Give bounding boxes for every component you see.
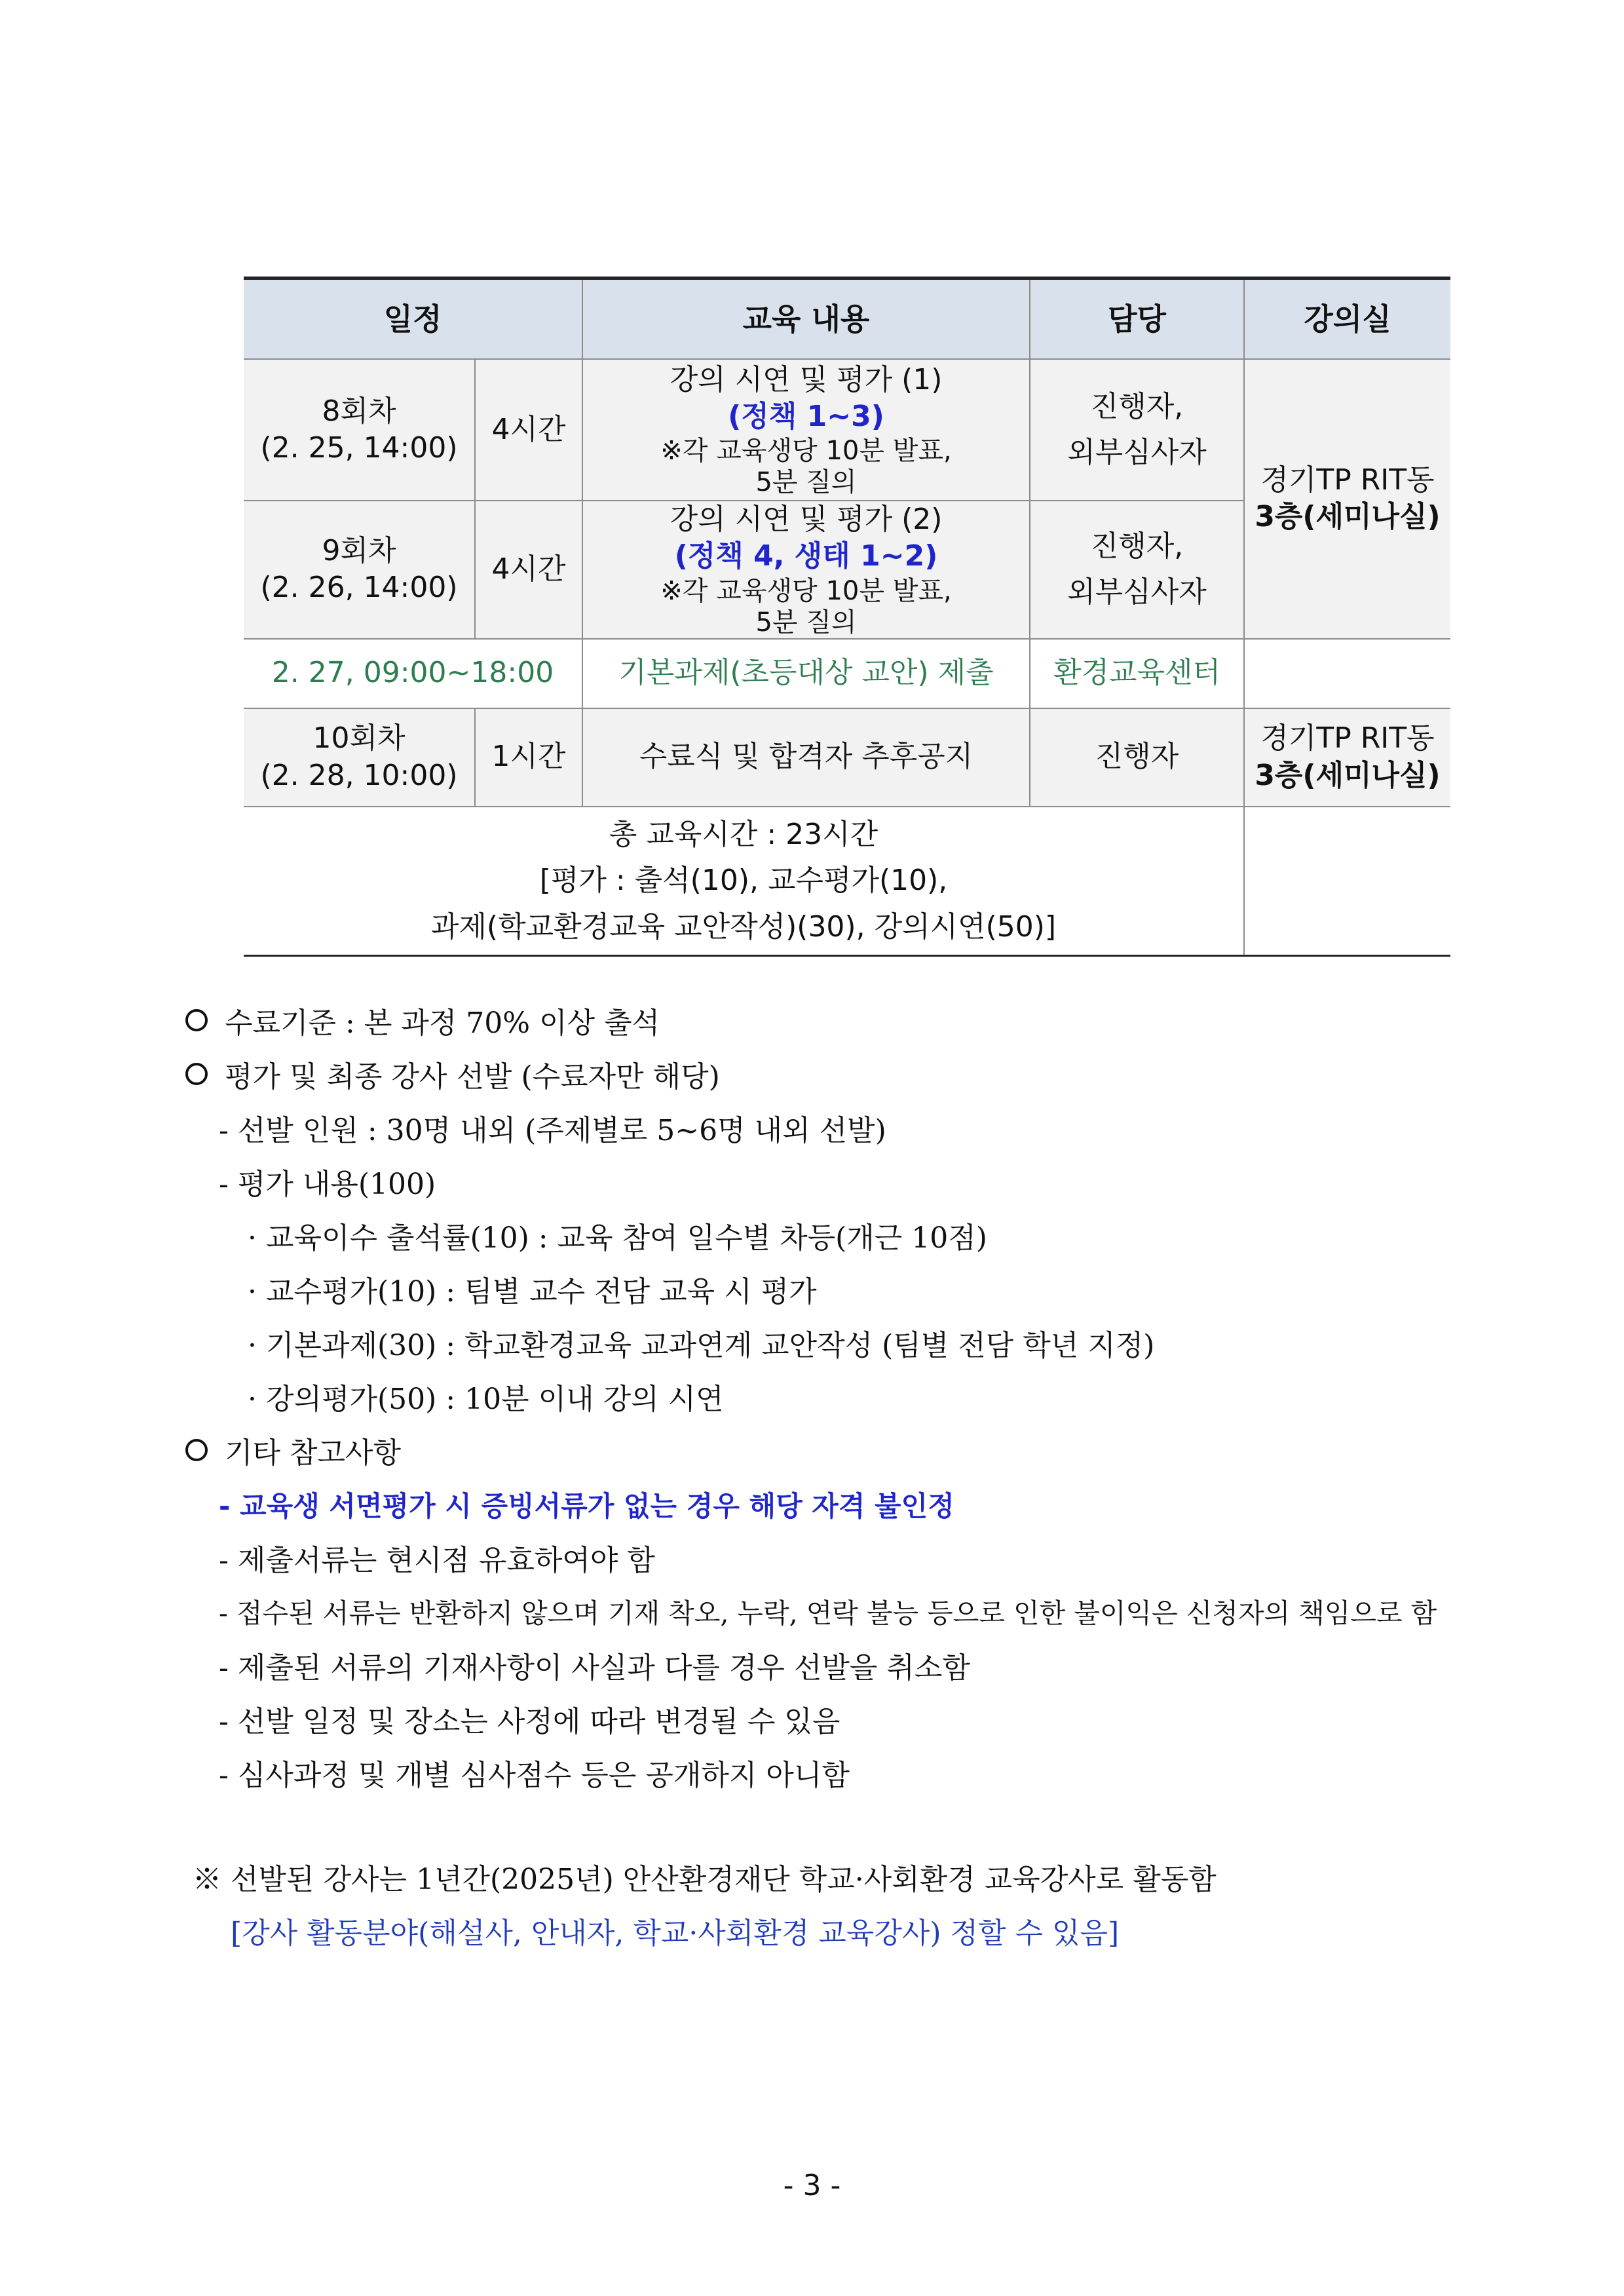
eval-item: · 교수평가(10) : 팀별 교수 전담 교육 시 평가 [248,1275,817,1309]
table-header-row [244,278,1450,360]
charge-line: 진행자, [1090,389,1184,423]
total-hours: 총 교육시간 : 23시간 [609,817,878,851]
other-item: - 심사과정 및 개별 심사점수 등은 공개하지 아니함 [219,1759,850,1792]
content-note: ※각 교육생당 10분 발표, [660,436,952,467]
header-content: 교육 내용 [582,278,1030,360]
session-number: 9회차 [322,534,396,567]
eval-item: · 강의평가(50) : 10분 이내 강의 시연 [248,1383,724,1416]
room-cell [1244,708,1450,807]
charge-cell: 진행자 [1030,708,1244,807]
table-row [244,807,1450,956]
hours-cell: 1시간 [475,708,582,807]
evaluation-title: 평가 및 최종 강사 선발 (수료자만 해당) [225,1060,720,1094]
other-item: - 접수된 서류는 반환하지 않으며 기재 착오, 누락, 연락 불능 등으로 인한 불이익은 신청자의 책임으로 함 [219,1598,1437,1629]
charge-line: 진행자, [1090,529,1184,563]
content-topic: (정책 4, 생태 1~2) [674,539,938,573]
room-name: 경기TP RIT동 [1260,463,1435,497]
other-heading [185,1436,402,1470]
task-content: 기본과제(초등대상 교안) 제출 [582,639,1030,708]
total-cell [244,807,1244,956]
charge-line-2: 외부심사자 [1067,575,1207,609]
table-row [244,639,1450,708]
task-room [1244,639,1450,708]
total-eval: [평가 : 출석(10), 교수평가(10), [539,864,948,898]
circle-bullet-icon [185,1439,208,1461]
total-eval-2: 과제(학교환경교육 교안작성)(30), 강의시연(50)] [430,909,1057,944]
task-datetime: 2. 27, 09:00~18:00 [244,639,582,708]
other-item: - 제출서류는 현시점 유효하여야 함 [219,1544,655,1577]
charge-cell [1030,359,1244,501]
content-note-2: 5분 질의 [755,607,857,638]
content-title: 강의 시연 및 평가 (2) [670,503,943,536]
selection-count: - 선발 인원 : 30명 내외 (주제별로 5~6명 내외 선발) [219,1114,886,1147]
selection-note: ※ 선발된 강사는 1년간(2025년) 안산환경재단 학교·사회환경 교육강사로 활동함 [193,1863,1217,1896]
content-note-2: 5분 질의 [755,467,857,498]
other-item: - 제출된 서류의 기재사항이 사실과 다를 경우 선발을 취소함 [219,1651,970,1685]
table-row [244,359,1450,501]
session-datetime: (2. 25, 14:00) [260,431,458,465]
header-charge: 담당 [1030,278,1244,360]
session-cell [244,708,475,807]
session-datetime: (2. 28, 10:00) [260,758,458,792]
charge-cell [1030,501,1244,639]
room-floor: 3층(세미나실) [1255,758,1441,792]
room-cell [1244,359,1450,639]
task-charge: 환경교육센터 [1030,639,1244,708]
content-cell: 수료식 및 합격자 추후공지 [582,708,1030,807]
table-row [244,708,1450,807]
completion-criteria [185,1006,660,1040]
session-number: 8회차 [322,394,396,428]
other-item-highlight: - 교육생 서면평가 시 증빙서류가 없는 경우 해당 자격 불인정 [219,1490,954,1522]
other-title: 기타 참고사항 [225,1436,402,1470]
evaluation-heading [185,1060,720,1094]
session-number: 10회차 [312,721,406,756]
charge-line-2: 외부심사자 [1067,436,1207,469]
other-item: - 선발 일정 및 장소는 사정에 따라 변경될 수 있음 [219,1705,840,1738]
completion-text: 수료기준 : 본 과정 70% 이상 출석 [225,1006,660,1040]
eval-item: · 교육이수 출석률(10) : 교육 참여 일수별 차등(개근 10점) [248,1221,987,1255]
session-cell [244,501,475,639]
total-empty-cell [1244,807,1450,956]
session-datetime: (2. 26, 14:00) [260,571,458,605]
content-topic: (정책 1~3) [728,400,884,433]
hours-cell: 4시간 [475,501,582,639]
content-title: 강의 시연 및 평가 (1) [670,362,943,396]
header-schedule: 일정 [244,278,582,360]
content-note: ※각 교육생당 10분 발표, [660,575,952,606]
content-cell [582,359,1030,501]
circle-bullet-icon [185,1009,208,1031]
eval-content-heading: - 평가 내용(100) [219,1168,436,1201]
room-floor: 3층(세미나실) [1255,500,1441,534]
circle-bullet-icon [185,1063,208,1085]
content-cell [582,501,1030,639]
session-cell [244,359,475,501]
activity-note: [강사 활동분야(해설사, 안내자, 학교·사회환경 교육강사) 정할 수 있음] [231,1917,1120,1950]
hours-cell: 4시간 [475,359,582,501]
schedule-table [244,277,1450,957]
header-room: 강의실 [1244,278,1450,360]
room-name: 경기TP RIT동 [1260,721,1435,756]
eval-item: · 기본과제(30) : 학교환경교육 교과연계 교안작성 (팀별 전담 학년 지정) [248,1329,1155,1362]
page-number: - 3 - [783,2169,841,2202]
